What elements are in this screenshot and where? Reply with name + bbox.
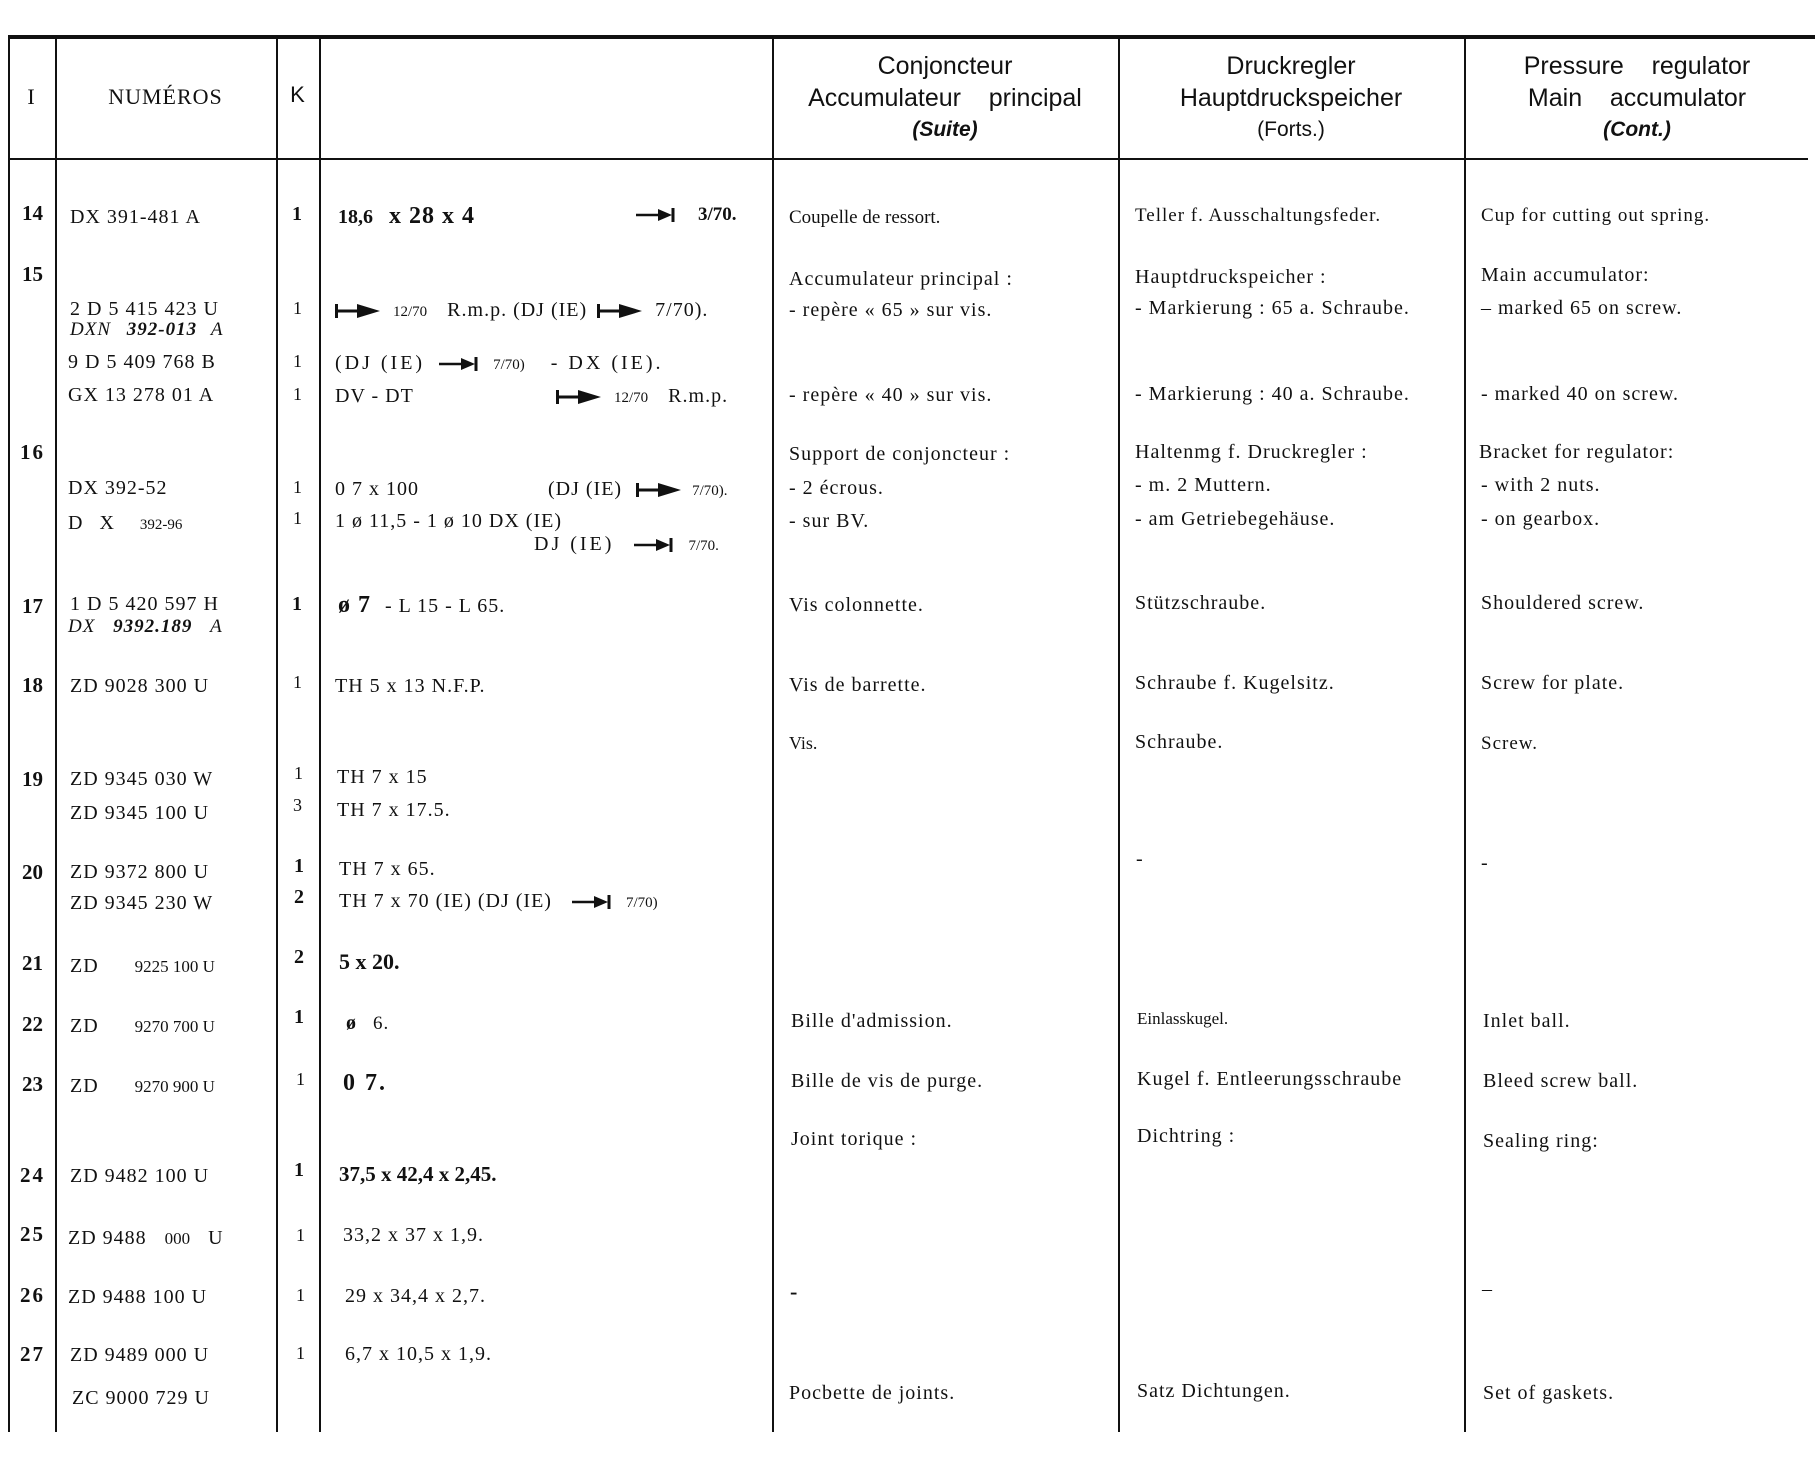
quantity: 1	[294, 1006, 305, 1028]
quantity: 1	[296, 1069, 306, 1089]
desc-en-heading: Screw.	[1481, 733, 1538, 754]
header-german	[1118, 50, 1464, 146]
part-prefix: ZD	[70, 1075, 99, 1097]
quantity: 2	[294, 886, 305, 908]
effective-date	[556, 385, 728, 408]
alternate-part-number	[68, 616, 223, 638]
column-divider	[276, 37, 278, 1432]
part-code: 392-96	[139, 517, 183, 533]
header-french	[772, 50, 1118, 146]
header-de-line3: (Forts.)	[1257, 118, 1325, 141]
part-suffix: U	[208, 1227, 224, 1249]
desc-fr: Vis colonnette.	[789, 594, 924, 616]
row-index: 26	[20, 1283, 45, 1307]
specification: 1 ø 11,5 - 1 ø 10 DX (IE)	[335, 510, 563, 532]
desc-fr: - 2 écrous.	[789, 477, 884, 499]
desc-de: -	[1136, 848, 1144, 870]
part-number	[70, 1075, 215, 1098]
specification	[339, 890, 658, 913]
header-fr-line2: Accumulateur principal	[808, 84, 1082, 112]
part-number: GX 13 278 01 A	[68, 384, 215, 406]
part-prefix: D X	[68, 512, 120, 534]
from-arrow-icon	[335, 303, 381, 319]
part-number: ZD 9345 100 U	[70, 802, 210, 824]
desc-fr-heading: Accumulateur principal :	[789, 268, 1013, 290]
desc-de: Kugel f. Entleerungsschraube	[1137, 1068, 1403, 1090]
desc-en: Cup for cutting out spring.	[1481, 205, 1711, 226]
quantity: 1	[293, 384, 303, 404]
desc-fr-heading: Vis.	[789, 733, 818, 753]
specification: DV - DT	[335, 385, 414, 407]
desc-de-heading: Dichtring :	[1137, 1125, 1236, 1147]
spec-text: TH 7 x 70 (IE) (DJ (IE)	[339, 890, 552, 912]
desc-fr: Coupelle de ressort.	[789, 207, 941, 228]
spec-dimension: x 28 x 4	[389, 203, 475, 229]
specification: 37,5 x 42,4 x 2,45.	[339, 1162, 497, 1186]
quantity: 1	[293, 672, 303, 692]
specification: TH 5 x 13 N.F.P.	[335, 675, 486, 697]
desc-en: - with 2 nuts.	[1481, 474, 1601, 496]
date-code: 7/70).	[692, 483, 728, 499]
until-arrow-icon	[634, 537, 678, 553]
spec-dimension: 6.	[373, 1013, 390, 1034]
date-code: 12/70	[393, 304, 428, 320]
desc-fr: - sur BV.	[789, 510, 870, 532]
alt-prefix: DXN	[70, 319, 111, 340]
desc-fr: - repère « 65 » sur vis.	[789, 299, 993, 321]
header-en-line1: Pressure regulator	[1523, 52, 1751, 80]
row-index: 16	[20, 440, 45, 464]
header-en-line3: (Cont.)	[1603, 118, 1671, 141]
desc-fr-heading: Joint torique :	[791, 1128, 918, 1150]
row-index: 25	[20, 1222, 45, 1246]
alt-suffix: A	[210, 616, 223, 637]
row-index: 14	[22, 201, 43, 225]
date-code: 7/70)	[493, 357, 525, 373]
specification	[335, 299, 708, 322]
from-arrow-icon	[556, 389, 602, 405]
alt-suffix: A	[210, 319, 224, 340]
desc-de: - m. 2 Muttern.	[1135, 474, 1272, 496]
header-de-line2: Hauptdruckspeicher	[1179, 84, 1403, 112]
quantity: 1	[296, 1285, 306, 1305]
desc-fr: - repère « 40 » sur vis.	[789, 384, 993, 406]
desc-fr: Bille de vis de purge.	[791, 1070, 984, 1092]
row-index: 15	[22, 262, 43, 286]
quantity: 2	[294, 946, 305, 968]
quantity: 1	[292, 593, 303, 615]
row-index: 21	[22, 951, 43, 975]
header-fr-line3: (Suite)	[912, 118, 978, 141]
desc-en: -	[1481, 852, 1489, 874]
header-qty: K	[290, 82, 305, 107]
part-number: 2 D 5 415 423 U	[70, 298, 219, 320]
specification: 5 x 20.	[339, 949, 400, 974]
spec-text: R.m.p. (DJ (IE)	[447, 299, 588, 321]
desc-de: Satz Dichtungen.	[1137, 1380, 1291, 1402]
desc-en: - on gearbox.	[1481, 508, 1601, 530]
desc-de-heading: Haltenmg f. Druckregler :	[1135, 441, 1368, 463]
desc-en: – marked 65 on screw.	[1481, 297, 1683, 319]
until-arrow-icon	[636, 207, 680, 223]
part-prefix: ZD	[70, 1015, 99, 1037]
desc-en: Set of gaskets.	[1483, 1382, 1615, 1404]
spec-text: DJ (IE)	[534, 533, 615, 555]
spec-dimension: 18,6	[338, 206, 373, 228]
desc-en-heading: Main accumulator:	[1481, 264, 1650, 286]
specification: 0 7.	[343, 1070, 387, 1096]
part-number: ZD 9482 100 U	[70, 1165, 210, 1187]
desc-en-heading: Bracket for regulator:	[1479, 441, 1675, 463]
desc-de: Einlasskugel.	[1137, 1009, 1229, 1028]
specification: TH 7 x 65.	[339, 858, 436, 880]
header-de-line1: Druckregler	[1226, 52, 1356, 80]
desc-de: Schraube f. Kugelsitz.	[1135, 672, 1335, 694]
effective-date	[548, 478, 728, 501]
desc-en: Screw for plate.	[1481, 672, 1625, 694]
spec-text: (DJ (IE)	[548, 478, 623, 500]
specification: 33,2 x 37 x 1,9.	[343, 1224, 484, 1246]
desc-fr-heading: Support de conjoncteur :	[789, 443, 1011, 465]
quantity: 1	[293, 351, 303, 371]
spec-text: - L 15 - L 65.	[385, 595, 506, 617]
specification: 6,7 x 10,5 x 1,9.	[345, 1343, 492, 1365]
quantity: 1	[294, 1159, 305, 1181]
effective-date	[636, 203, 737, 226]
desc-de-heading: Hauptdruckspeicher :	[1135, 266, 1327, 288]
column-divider	[55, 37, 57, 1432]
quantity: 1	[293, 298, 303, 318]
part-number: ZD 9488 100 U	[68, 1286, 208, 1308]
row-index: 27	[20, 1342, 45, 1366]
quantity: 1	[293, 508, 303, 528]
desc-fr: Pocbette de joints.	[789, 1382, 956, 1404]
date-code: 7/70.	[688, 538, 719, 554]
top-rule	[8, 35, 1815, 39]
row-index: 20	[22, 860, 43, 884]
quantity: 1	[292, 203, 303, 225]
specification: TH 7 x 17.5.	[337, 799, 451, 821]
desc-en: Bleed screw ball.	[1483, 1070, 1639, 1092]
desc-fr: Vis de barrette.	[789, 674, 927, 696]
row-index: 22	[22, 1012, 43, 1036]
part-number: ZC 9000 729 U	[72, 1387, 210, 1409]
part-number: DX 391-481 A	[70, 206, 201, 228]
part-prefix: ZD	[70, 955, 99, 977]
alt-number: 9392.189	[113, 616, 193, 637]
part-code: 000	[164, 1229, 191, 1248]
column-divider	[772, 37, 774, 1432]
part-number: ZD 9489 000 U	[70, 1344, 210, 1366]
from-arrow-icon	[597, 303, 643, 319]
desc-fr: -	[790, 1279, 799, 1304]
date-code: 7/70).	[655, 299, 709, 321]
row-index: 24	[20, 1163, 45, 1187]
part-number: ZD 9345 030 W	[70, 768, 214, 790]
from-arrow-icon	[636, 482, 682, 498]
part-code: 9270 900 U	[134, 1077, 215, 1096]
row-index: 23	[22, 1072, 43, 1096]
part-number	[68, 1227, 224, 1250]
desc-en-heading: Sealing ring:	[1483, 1130, 1599, 1152]
row-index: 17	[22, 594, 43, 618]
header-numeros: NUMÉROS	[108, 84, 223, 109]
part-code: 9270 700 U	[134, 1017, 215, 1036]
part-number: DX 392-52	[68, 477, 168, 499]
header-rule	[8, 158, 1808, 160]
spec-dimension: ø	[346, 1012, 357, 1034]
part-number: ZD 9028 300 U	[70, 675, 210, 697]
row-index: 19	[22, 767, 43, 791]
quantity: 1	[296, 1343, 306, 1363]
quantity: 1	[294, 763, 304, 783]
desc-de: Teller f. Ausschaltungsfeder.	[1135, 205, 1382, 226]
desc-en: Inlet ball.	[1483, 1010, 1571, 1032]
date-code: 7/70)	[625, 895, 658, 911]
column-divider	[1464, 37, 1466, 1432]
column-divider	[319, 37, 321, 1432]
desc-de: - am Getriebegehäuse.	[1135, 508, 1336, 530]
part-number: ZD 9372 800 U	[70, 861, 210, 883]
specification	[338, 203, 475, 230]
part-number	[70, 1015, 215, 1038]
specification	[338, 592, 505, 619]
part-prefix: ZD 9488	[68, 1227, 147, 1249]
part-number: ZD 9345 230 W	[70, 892, 214, 914]
spec-text: (DJ (IE)	[335, 352, 426, 374]
desc-de: - Markierung : 65 a. Schraube.	[1135, 297, 1410, 319]
date-code: 12/70	[614, 390, 649, 406]
alternate-part-number	[70, 319, 223, 341]
header-en-line2: Main accumulator	[1527, 84, 1747, 112]
row-index: 18	[22, 673, 43, 697]
part-code: 9225 100 U	[134, 957, 215, 976]
desc-de: Stützschraube.	[1135, 592, 1267, 614]
desc-en: - marked 40 on screw.	[1481, 383, 1679, 405]
part-number	[70, 955, 215, 978]
until-arrow-icon	[572, 894, 616, 910]
quantity: 1	[294, 855, 305, 877]
spec-text: - DX (IE).	[550, 352, 664, 374]
part-number: 1 D 5 420 597 H	[70, 593, 219, 615]
desc-de: - Markierung : 40 a. Schraube.	[1135, 383, 1410, 405]
alt-prefix: DX	[68, 616, 96, 637]
desc-en: –	[1482, 1278, 1493, 1300]
quantity: 1	[293, 477, 303, 497]
desc-en: Shouldered screw.	[1481, 592, 1645, 614]
specification: 29 x 34,4 x 2,7.	[345, 1285, 486, 1307]
desc-de-heading: Schraube.	[1135, 731, 1224, 753]
specification	[346, 1012, 389, 1035]
until-arrow-icon	[439, 356, 483, 372]
header-fr-line1: Conjoncteur	[877, 52, 1013, 80]
desc-fr: Bille d'admission.	[791, 1010, 953, 1032]
date-code: 3/70.	[698, 204, 737, 225]
quantity: 1	[296, 1225, 306, 1245]
spec-text: R.m.p.	[668, 385, 729, 407]
specification: 0 7 x 100	[335, 478, 419, 500]
header-index: I	[27, 84, 36, 109]
column-divider	[8, 37, 10, 1432]
quantity: 3	[293, 795, 303, 815]
specification	[335, 352, 664, 375]
part-number: 9 D 5 409 768 B	[68, 351, 216, 373]
spec-dimension: ø 7	[338, 592, 371, 618]
effective-date	[534, 533, 719, 556]
header-english	[1464, 50, 1810, 146]
alt-number: 392-013	[126, 319, 198, 340]
column-divider	[1118, 37, 1120, 1432]
part-number	[68, 512, 182, 535]
specification: TH 7 x 15	[337, 766, 428, 788]
